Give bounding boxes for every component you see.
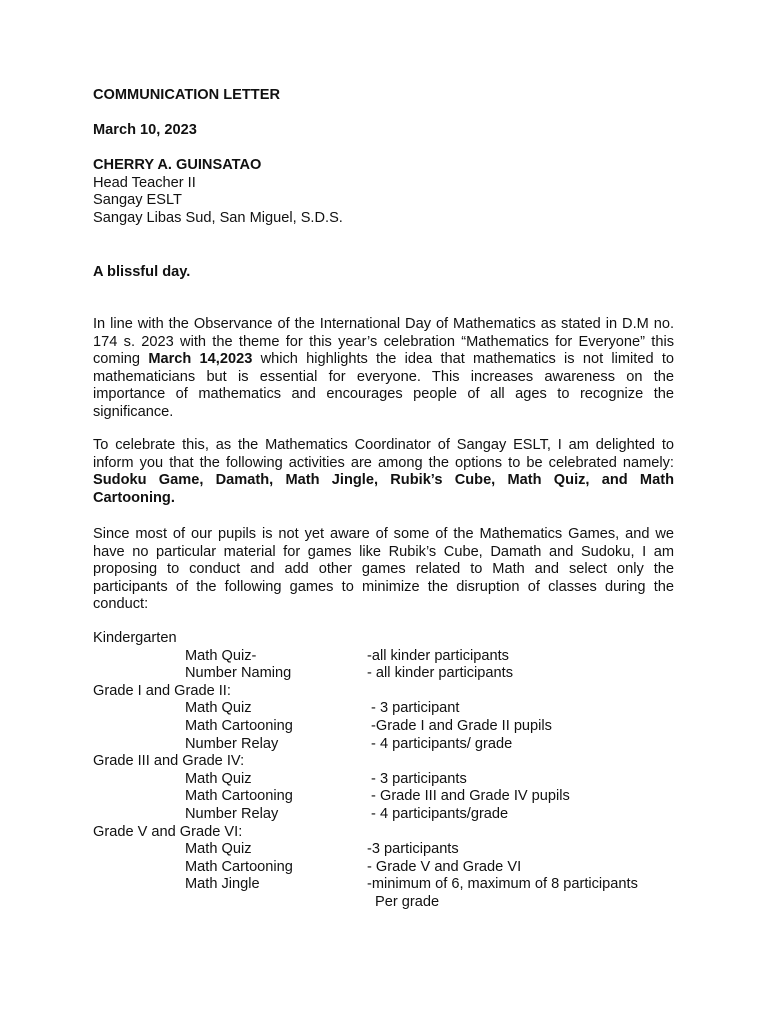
game-row [93,718,674,736]
recipient-position: Head Teacher II [93,174,196,191]
participants-list [93,630,674,912]
game-row [93,665,674,683]
paragraph-1 [93,316,674,422]
grade-level-row [93,683,674,701]
grade-level-row [93,630,674,648]
grade-level-label: Grade I and Grade II: [93,682,231,699]
activities-list: Sudoku Game, Damath, Math Jingle, Rubik’s Cube, Math Quiz, and Math Cartooning. [93,472,674,506]
grade-level-label: Grade III and Grade IV: [93,753,245,770]
game-name: Math Cartooning [185,788,293,805]
paragraph-2 [93,437,674,507]
game-name: Math Quiz [185,841,252,858]
game-row [93,771,674,789]
letter-title: COMMUNICATION LETTER [93,87,280,103]
game-row [93,806,674,824]
paragraph-1-text-a: In line with the Observance of the International Day of Mathematics as stated in D.M no. 174 s. 2023 with the theme for this year’s celebration “Mathematics for Everyone” this coming [93,316,674,368]
game-participants: - Grade V and Grade VI [367,858,522,875]
recipient-address: Sangay Libas Sud, San Miguel, S.D.S. [93,209,343,226]
recipient-school: Sangay ESLT [93,192,182,209]
game-row [93,841,674,859]
game-name: Number Naming [185,665,292,682]
greeting: A blissful day. [93,264,191,280]
grade-level-label: Grade V and Grade VI: [93,823,243,840]
game-participants: -all kinder participants [367,647,509,664]
event-date: March 14,2023 [148,351,253,368]
game-participants: - 3 participant [367,700,460,717]
game-row [93,876,674,894]
game-name: Number Relay [185,805,279,822]
game-name: Math Quiz- [185,647,257,664]
game-row [93,859,674,877]
game-row [93,788,674,806]
game-name: Math Quiz [185,770,252,787]
game-row-continuation [93,894,674,912]
game-name: Math Cartooning [185,858,293,875]
paragraph-3: Since most of our pupils is not yet aware of some of the Mathematics Games, and we have no particular material for games like Rubik’s Cube, Damath and Sudoku, I am proposing to conduct and add other games related to Math and select only the participants of the following games to minimize the disruption of classes during the conduct: [93,526,674,613]
game-participants: - 4 participants/grade [367,805,509,822]
game-participants: -minimum of 6, maximum of 8 participants [367,876,638,893]
game-name: Math Cartooning [185,717,293,734]
grade-level-label: Kindergarten [93,630,177,646]
game-name: Math Quiz [185,700,252,717]
paragraph-2-text-a: To celebrate this, as the Mathematics Coordinator of Sangay ESLT, I am delighted to inform you that the following activities are among the options to be celebrated namely: [93,437,674,471]
game-name: Math Jingle [185,876,260,893]
recipient-block [93,157,343,227]
grade-level-row [93,753,674,771]
grade-level-row [93,824,674,842]
game-participants: - all kinder participants [367,665,514,682]
game-participants: - Grade III and Grade IV pupils [367,788,570,805]
game-name: Number Relay [185,735,279,752]
game-participants-continuation: Per grade [375,893,440,910]
game-participants: - 4 participants/ grade [367,735,513,752]
game-row [93,648,674,666]
paragraph-1-text-c: which highlights the idea that mathematics is not limited to mathematicians but is essential for everyone. This increases awareness on the importance of mathematics and encourages people of all ages to recognize the significance. [93,351,674,420]
game-row [93,736,674,754]
game-participants: -3 participants [367,841,459,858]
game-row [93,700,674,718]
game-participants: - 3 participants [367,770,467,787]
game-participants: -Grade I and Grade II pupils [367,717,552,734]
letter-date: March 10, 2023 [93,122,197,138]
recipient-name: CHERRY A. GUINSATAO [93,157,262,173]
